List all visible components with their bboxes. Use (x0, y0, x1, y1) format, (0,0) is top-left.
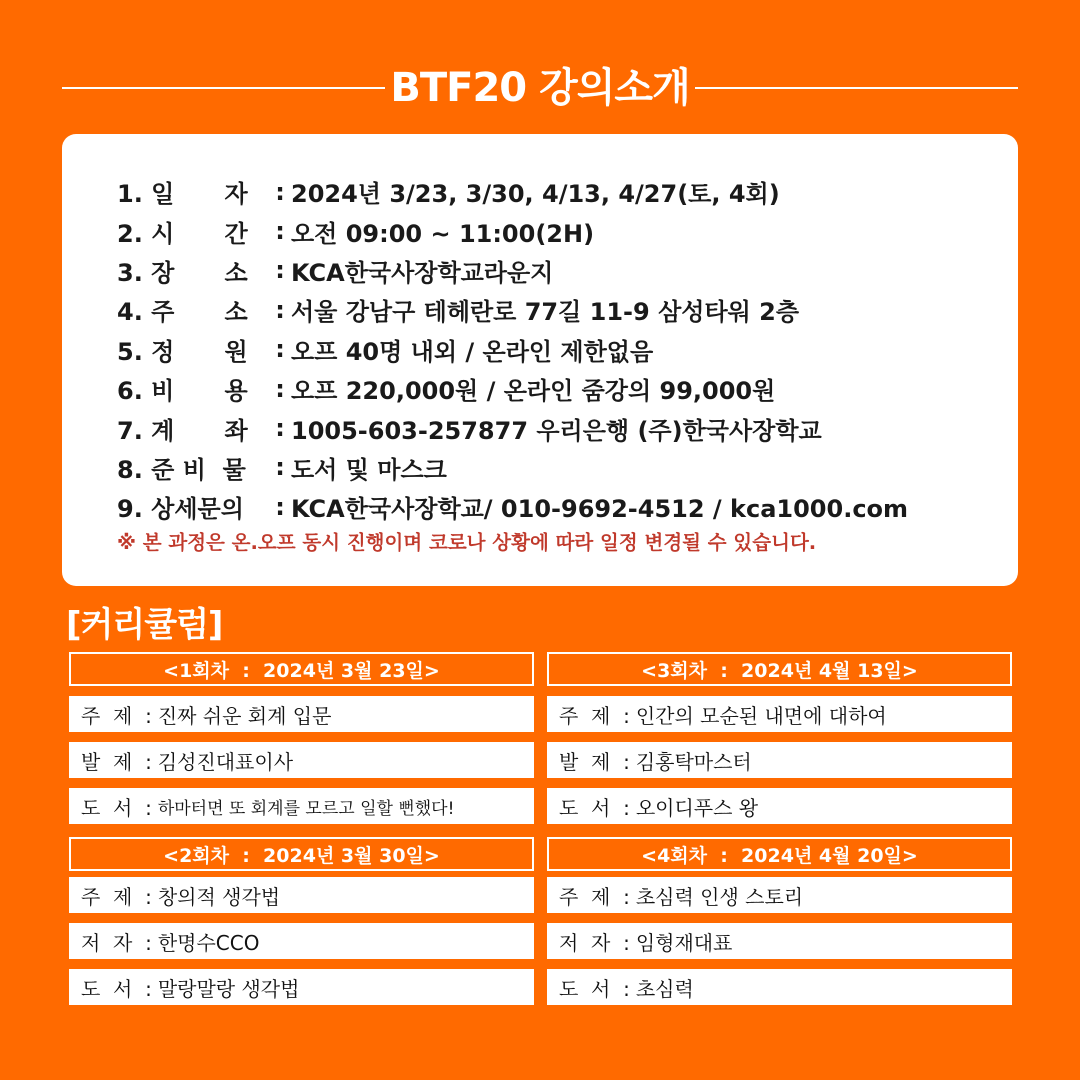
info-label: 6. 비 용 (117, 377, 248, 406)
info-colon: : (275, 177, 285, 206)
info-value: 서울 강남구 테헤란로 77길 11-9 삼성타워 2층 (291, 298, 800, 327)
session-row-value: 인간의 모순된 내면에 대하여 (635, 703, 887, 728)
session-row-value: 말랑말랑 생각법 (157, 976, 300, 1001)
page-header (62, 62, 1018, 114)
session-row-label: 발 제 : (81, 749, 152, 774)
session-row-label: 발 제 : (559, 749, 630, 774)
session-row-presenter (547, 742, 1012, 778)
info-row-contact (117, 487, 908, 526)
info-value: 오프 40명 내외 / 온라인 제한없음 (291, 337, 654, 366)
info-label: 4. 주 소 (117, 298, 248, 327)
session-row-label: 도 서 : (81, 795, 152, 820)
info-colon: : (275, 492, 285, 521)
info-value: KCA한국사장학교/ 010-9692-4512 / kca1000.com (291, 495, 909, 524)
session-header: <4회차 : 2024년 4월 20일> (547, 837, 1012, 871)
info-row-account (117, 408, 908, 447)
session-row-book (69, 969, 534, 1005)
notice-text: ※ 본 과정은 온.오프 동시 진행이며 코로나 상황에 따라 일정 변경될 수 있습니다. (117, 531, 817, 554)
info-colon: : (275, 335, 285, 364)
info-label: 9. 상세문의 (117, 495, 244, 524)
session-header: <2회차 : 2024년 3월 30일> (69, 837, 534, 871)
session-row-value: 하마터면 또 회계를 모르고 일할 뻔했다! (157, 798, 455, 819)
session-row-label: 주 제 : (81, 884, 152, 909)
info-list (117, 172, 908, 527)
info-value: 2024년 3/23, 3/30, 4/13, 4/27(토, 4회) (291, 180, 780, 209)
session-header: <3회차 : 2024년 4월 13일> (547, 652, 1012, 686)
info-label: 3. 장 소 (117, 258, 248, 287)
session-card-2 (69, 837, 534, 1005)
session-row-label: 도 서 : (559, 976, 630, 1001)
info-value: 오프 220,000원 / 온라인 줌강의 99,000원 (291, 377, 776, 406)
info-label: 2. 시 간 (117, 219, 248, 248)
session-row-book (69, 788, 534, 824)
session-row-topic (547, 696, 1012, 732)
session-card-3 (547, 652, 1012, 824)
session-row-topic (547, 877, 1012, 913)
session-row-value: 김성진대표이사 (157, 749, 294, 774)
session-row-presenter (69, 742, 534, 778)
session-row-value: 초심력 인생 스토리 (635, 884, 804, 909)
info-colon: : (275, 414, 285, 443)
session-row-label: 주 제 : (559, 884, 630, 909)
info-label: 7. 계 좌 (117, 416, 248, 445)
info-row-time (117, 211, 908, 250)
session-row-label: 도 서 : (559, 795, 630, 820)
info-colon: : (275, 374, 285, 403)
session-header: <1회차 : 2024년 3월 23일> (69, 652, 534, 686)
session-row-label: 저 자 : (559, 930, 630, 955)
header-divider-right (695, 87, 1018, 89)
info-card (62, 134, 1018, 586)
info-colon: : (275, 256, 285, 285)
info-colon: : (275, 217, 285, 246)
session-row-book (547, 969, 1012, 1005)
session-row-label: 저 자 : (81, 930, 152, 955)
session-row-book (547, 788, 1012, 824)
session-row-value: 임형재대표 (635, 930, 733, 955)
info-row-address (117, 290, 908, 329)
curriculum-title: [커리큘럼] (66, 605, 223, 645)
info-row-supplies (117, 448, 908, 487)
session-row-label: 주 제 : (559, 703, 630, 728)
info-row-cost (117, 369, 908, 408)
session-row-value: 창의적 생각법 (157, 884, 281, 909)
page-title: BTF20 강의소개 (390, 65, 690, 111)
info-value: KCA한국사장학교라운지 (291, 258, 554, 287)
session-row-topic (69, 877, 534, 913)
session-row-topic (69, 696, 534, 732)
session-row-author (547, 923, 1012, 959)
session-row-label: 주 제 : (81, 703, 152, 728)
session-row-value: 진짜 쉬운 회계 입문 (157, 703, 332, 728)
session-card-1 (69, 652, 534, 824)
session-row-value: 한명수CCO (157, 930, 260, 955)
info-row-venue (117, 251, 908, 290)
info-row-date (117, 172, 908, 211)
header-divider-left (62, 87, 385, 89)
info-colon: : (275, 453, 285, 482)
session-row-label: 도 서 : (81, 976, 152, 1001)
info-label: 8. 준 비 물 (117, 455, 246, 484)
session-row-value: 김홍탁마스터 (635, 749, 752, 774)
session-card-4 (547, 837, 1012, 1005)
info-value: 1005-603-257877 우리은행 (주)한국사장학교 (291, 416, 822, 445)
info-value: 오전 09:00 ~ 11:00(2H) (291, 219, 595, 248)
info-colon: : (275, 295, 285, 324)
info-value: 도서 및 마스크 (291, 455, 447, 484)
session-row-value: 초심력 (635, 976, 694, 1001)
info-row-capacity (117, 330, 908, 369)
session-row-author (69, 923, 534, 959)
info-label: 5. 정 원 (117, 337, 248, 366)
session-row-value: 오이디푸스 왕 (635, 795, 759, 820)
info-label: 1. 일 자 (117, 180, 248, 209)
